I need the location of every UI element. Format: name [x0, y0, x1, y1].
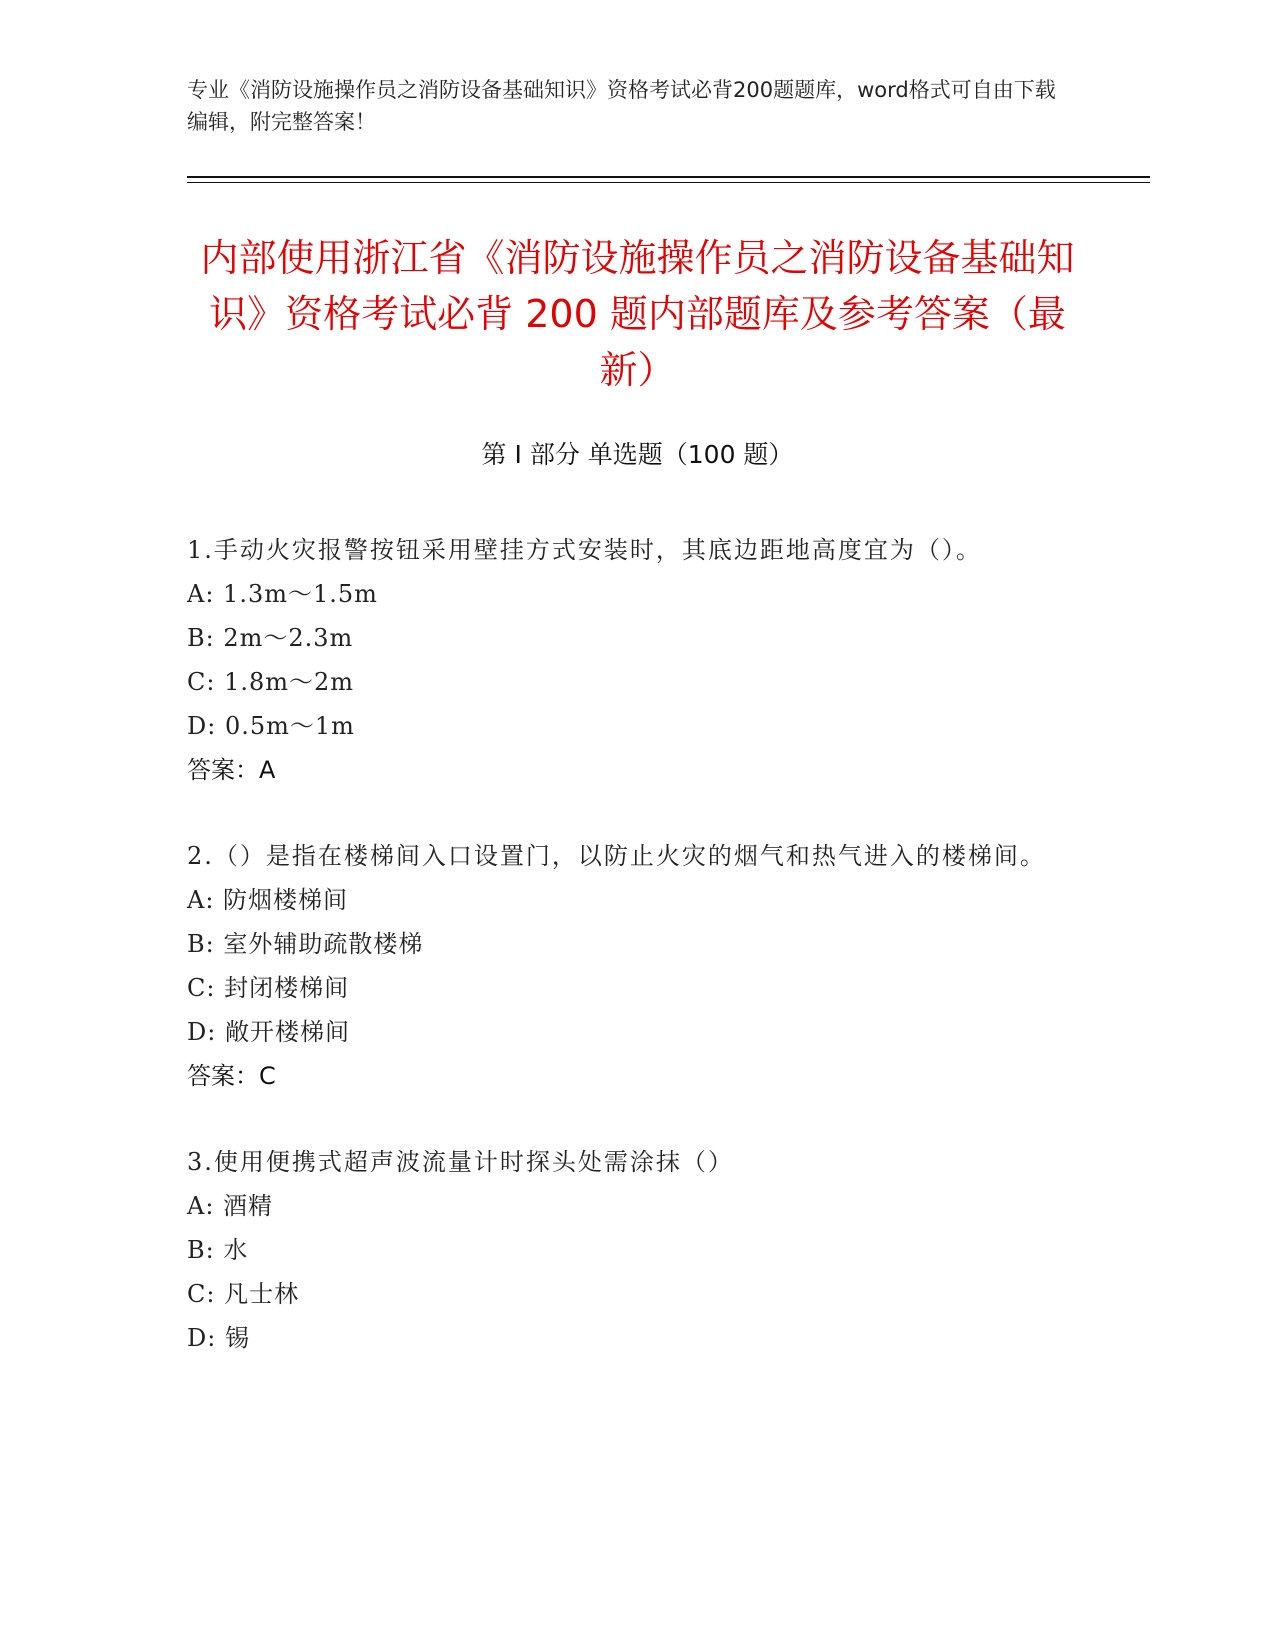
- option-c: C: 封闭楼梯间: [187, 974, 350, 1002]
- header-divider-thin: [187, 182, 1150, 183]
- option-b: B: 室外辅助疏散楼梯: [187, 930, 424, 958]
- document-title: 内部使用浙江省《消防设施操作员之消防设备基础知识》资格考试必背 200 题内部题库及参考答案（最新）: [200, 236, 1075, 392]
- option-d: D: 0.5m～1m: [187, 712, 355, 740]
- question-2: [187, 834, 1067, 1098]
- question-stem: 3.使用便携式超声波流量计时探头处需涂抹（）: [187, 1148, 734, 1176]
- question-stem: 2.（）是指在楼梯间入口设置门，以防止火灾的烟气和热气进入的楼梯间。: [187, 842, 1046, 870]
- option-a: A: 1.3m～1.5m: [187, 580, 378, 608]
- section-heading: 第 I 部分 单选题（100 题）: [481, 440, 794, 469]
- option-b: B: 2m～2.3m: [187, 624, 354, 652]
- option-c: C: 凡士林: [187, 1280, 300, 1308]
- question-3: [187, 1140, 1067, 1360]
- question-1: [187, 528, 1067, 792]
- option-a: A: 酒精: [187, 1192, 274, 1220]
- header-note: 专业《消防设施操作员之消防设备基础知识》资格考试必背200题题库，word格式可自由下载编辑，附完整答案！: [187, 78, 1056, 134]
- option-d: D: 敞开楼梯间: [187, 1018, 350, 1046]
- option-a: A: 防烟楼梯间: [187, 886, 349, 914]
- header-divider-thick: [187, 176, 1150, 178]
- option-d: D: 锡: [187, 1324, 250, 1352]
- option-c: C: 1.8m～2m: [187, 668, 355, 696]
- option-b: B: 水: [187, 1236, 249, 1264]
- question-list: [187, 528, 1067, 1402]
- answer: 答案：A: [187, 756, 276, 784]
- question-stem: 1.手动火灾报警按钮采用壁挂方式安装时，其底边距地高度宜为（）。: [187, 536, 982, 564]
- answer: 答案：C: [187, 1062, 276, 1090]
